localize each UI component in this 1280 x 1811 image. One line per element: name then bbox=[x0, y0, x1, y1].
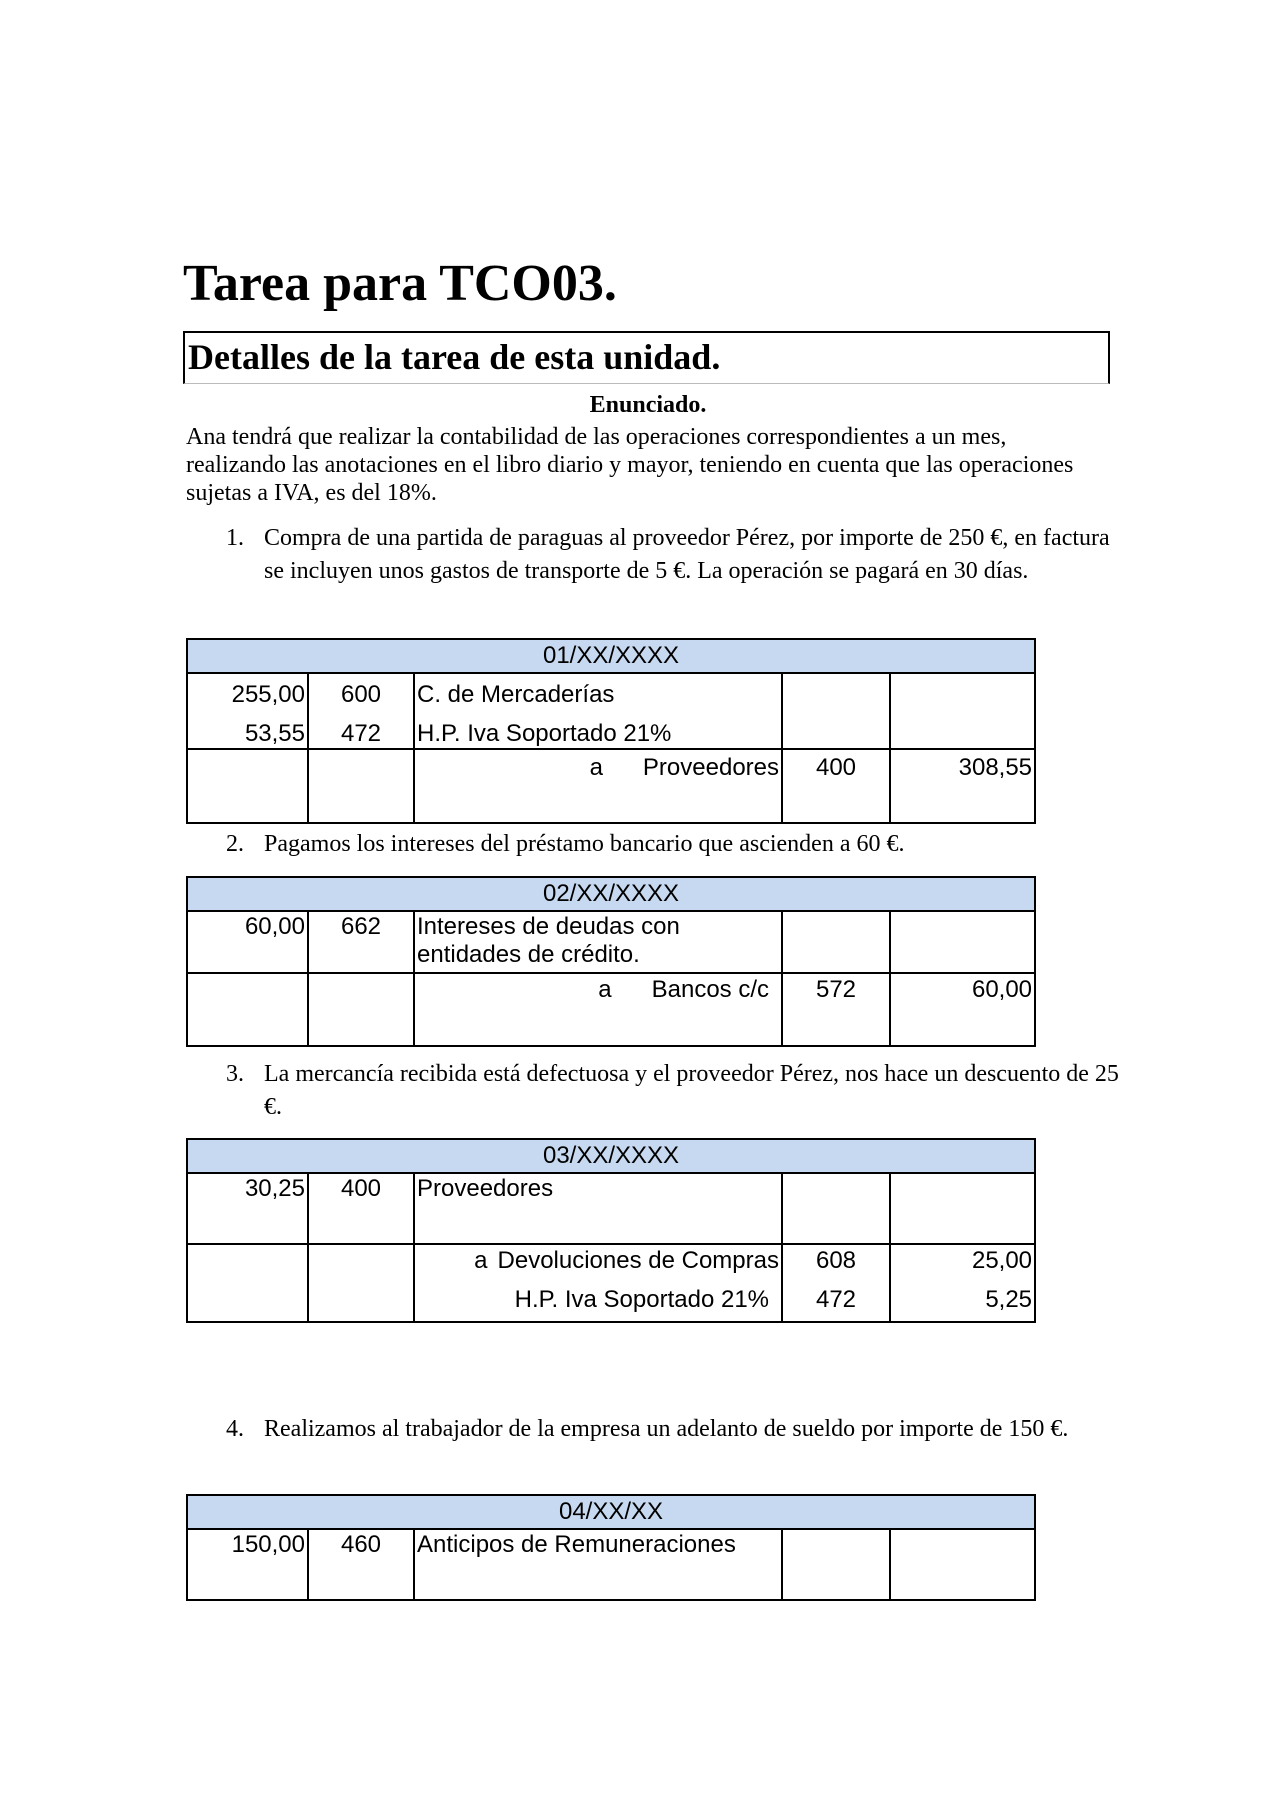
debit-amount: 255,00 bbox=[231, 681, 305, 708]
credit-account: 572 bbox=[782, 973, 890, 1046]
credit-account: 400 bbox=[782, 749, 890, 823]
debit-account-name: Intereses de deudas con entidades de crédito. bbox=[414, 911, 782, 973]
journal-entry-3 bbox=[186, 1138, 1036, 1323]
debit-account: 400 bbox=[308, 1173, 414, 1244]
list-item-text: Pagamos los intereses del préstamo bancario que ascienden a 60 €. bbox=[264, 831, 905, 857]
entry-date: 03/XX/XXXX bbox=[187, 1139, 1035, 1173]
list-item-text: Realizamos al trabajador de la empresa un adelanto de sueldo por importe de 150 €. bbox=[264, 1416, 1069, 1442]
credit-prefix: a bbox=[589, 754, 603, 781]
debit-account-name: Proveedores bbox=[414, 1173, 782, 1244]
page-title: Tarea para TCO03. bbox=[183, 255, 617, 312]
journal-entry-2 bbox=[186, 876, 1036, 1047]
credit-account-name: Devoluciones de Compras bbox=[497, 1247, 779, 1274]
debit-account: 600 bbox=[340, 681, 382, 708]
credit-account: 472 bbox=[815, 1286, 857, 1313]
credit-amount: 25,00 bbox=[971, 1247, 1033, 1274]
subtitle-box bbox=[183, 331, 1110, 384]
credit-account-name: Proveedores bbox=[642, 754, 779, 781]
credit-account: 608 bbox=[815, 1247, 857, 1274]
debit-amount: 53,55 bbox=[244, 720, 305, 747]
journal-entry-1 bbox=[186, 638, 1036, 824]
credit-prefix: a bbox=[598, 976, 612, 1003]
list-item-number: 1. bbox=[226, 525, 244, 551]
credit-amount: 60,00 bbox=[890, 973, 1035, 1046]
journal-entry-4 bbox=[186, 1494, 1036, 1601]
entry-date: 02/XX/XXXX bbox=[187, 877, 1035, 911]
list-item-text: Compra de una partida de paraguas al proveedor Pérez, por importe de 250 €, en factura se incluyen unos gastos de transporte de 5 €. La operación se pagará en 30 días. bbox=[264, 525, 1110, 584]
debit-account-name: H.P. Iva Soportado 21% bbox=[417, 720, 672, 747]
credit-account-name: Bancos c/c bbox=[651, 976, 769, 1003]
credit-account-name: H.P. Iva Soportado 21% bbox=[514, 1286, 769, 1313]
debit-account: 460 bbox=[308, 1529, 414, 1600]
credit-amount: 308,55 bbox=[890, 749, 1035, 823]
list-item-number: 2. bbox=[226, 831, 244, 857]
debit-account: 662 bbox=[308, 911, 414, 973]
debit-account-name: Anticipos de Remuneraciones bbox=[414, 1529, 782, 1600]
intro-paragraph: Ana tendrá que realizar la contabilidad de las operaciones correspondientes a un mes, realizando las anotaciones en el libro diario y mayor, teniendo en cuenta que las operaciones sujetas a IVA, es del 18%. bbox=[186, 424, 1074, 506]
list-item-number: 4. bbox=[226, 1416, 244, 1442]
credit-prefix: a bbox=[474, 1247, 488, 1274]
debit-account: 472 bbox=[340, 720, 382, 747]
debit-amount: 150,00 bbox=[187, 1529, 308, 1600]
debit-amount: 60,00 bbox=[187, 911, 308, 973]
entry-date: 01/XX/XXXX bbox=[187, 639, 1035, 673]
statement-heading: Enunciado. bbox=[589, 392, 707, 418]
entry-date: 04/XX/XX bbox=[187, 1495, 1035, 1529]
debit-account-name: C. de Mercaderías bbox=[417, 681, 615, 708]
debit-amount: 30,25 bbox=[187, 1173, 308, 1244]
list-item-text: La mercancía recibida está defectuosa y el proveedor Pérez, nos hace un descuento de 25 €. bbox=[264, 1061, 1119, 1120]
list-item-number: 3. bbox=[226, 1061, 244, 1087]
credit-amount: 5,25 bbox=[985, 1286, 1033, 1313]
section-subtitle: Detalles de la tarea de esta unidad. bbox=[188, 337, 721, 377]
